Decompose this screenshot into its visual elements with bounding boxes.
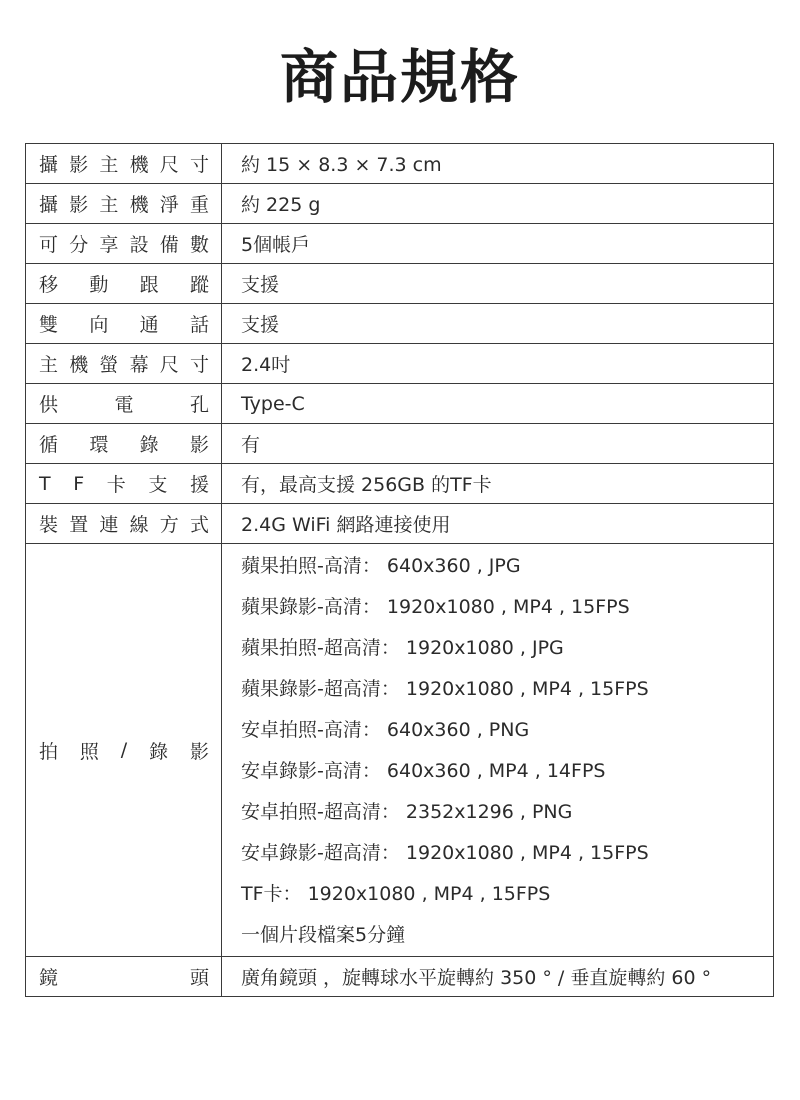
- spec-value: [222, 957, 774, 997]
- spec-value-text: 有，最高支援 256GB 的TF卡: [241, 474, 492, 496]
- spec-row: [26, 957, 774, 997]
- spec-label-char: 設: [129, 234, 149, 256]
- spec-row: [26, 144, 774, 184]
- spec-label-char: 支: [148, 474, 168, 496]
- spec-label-char: 雙: [39, 314, 59, 336]
- spec-row: [26, 504, 774, 544]
- spec-label-char: 電: [114, 394, 134, 416]
- spec-value: [222, 384, 774, 424]
- spec-label-char: 機: [69, 354, 89, 376]
- spec-value-text: Type-C: [241, 392, 305, 415]
- spec-value: [222, 464, 774, 504]
- spec-label-char: 錄: [139, 434, 159, 456]
- spec-value-text: 2.4G WiFi 網路連接使用: [241, 514, 451, 536]
- spec-table-body: [26, 144, 774, 997]
- spec-label-char: 可: [39, 234, 59, 256]
- spec-label-char: 孔: [189, 394, 209, 416]
- spec-label-char: 方: [159, 514, 179, 536]
- spec-row: [26, 224, 774, 264]
- spec-value-line: 安卓錄影-超高清： 1920x1080 , MP4 , 15FPS: [241, 842, 649, 864]
- spec-label-char: 頭: [189, 967, 209, 989]
- spec-label-char: 機: [129, 154, 149, 176]
- spec-label-char: 向: [89, 314, 109, 336]
- spec-value-line: 蘋果錄影-超高清： 1920x1080 , MP4 , 15FPS: [241, 678, 649, 700]
- spec-label-char: 分: [69, 234, 89, 256]
- spec-row: [26, 264, 774, 304]
- spec-label: [26, 504, 222, 544]
- spec-label-char: 卡: [106, 474, 126, 496]
- spec-label-char: 備: [159, 234, 179, 256]
- spec-label-char: T: [39, 472, 51, 495]
- spec-label-char: 鏡: [39, 967, 59, 989]
- spec-label-char: 影: [69, 154, 89, 176]
- spec-label-char: 攝: [39, 194, 59, 216]
- spec-row: [26, 344, 774, 384]
- spec-label-char: 重: [189, 194, 209, 216]
- spec-value-line: 蘋果錄影-高清： 1920x1080 , MP4 , 15FPS: [241, 596, 630, 618]
- spec-row: [26, 544, 774, 957]
- spec-value-line: 安卓拍照-高清： 640x360 , PNG: [241, 719, 530, 741]
- spec-value-text: 2.4吋: [241, 354, 291, 376]
- spec-value-text: 5個帳戶: [241, 234, 311, 256]
- spec-label-char: 數: [189, 234, 209, 256]
- spec-label-char: 循: [39, 434, 59, 456]
- spec-value: [222, 504, 774, 544]
- spec-value-text: 廣角鏡頭 ，旋轉球水平旋轉約 350 ° / 垂直旋轉約 60 °: [241, 967, 712, 989]
- spec-label-char: 跟: [139, 274, 159, 296]
- spec-label-char: 式: [189, 514, 209, 536]
- spec-label: [26, 424, 222, 464]
- spec-value: [222, 544, 774, 957]
- spec-value: [222, 264, 774, 304]
- spec-row: [26, 464, 774, 504]
- spec-label: [26, 464, 222, 504]
- spec-label-char: 主: [39, 354, 59, 376]
- spec-label-char: 話: [189, 314, 209, 336]
- spec-label-char: 影: [189, 740, 209, 763]
- spec-label: [26, 224, 222, 264]
- spec-label-char: 寸: [189, 354, 209, 376]
- spec-value: [222, 304, 774, 344]
- spec-row: [26, 184, 774, 224]
- spec-label-char: 錄: [149, 740, 169, 763]
- spec-label-char: 移: [39, 274, 59, 296]
- spec-label-char: 享: [99, 234, 119, 256]
- spec-value-text: 支援: [241, 314, 280, 336]
- spec-label-char: /: [120, 739, 128, 761]
- spec-value: [222, 224, 774, 264]
- spec-label-char: 主: [99, 154, 119, 176]
- spec-label: [26, 544, 222, 957]
- spec-label: [26, 304, 222, 344]
- spec-value-text: 約 225 g: [241, 194, 321, 216]
- spec-label: [26, 384, 222, 424]
- spec-label: [26, 957, 222, 997]
- spec-label: [26, 144, 222, 184]
- spec-value-text: 約 15 × 8.3 × 7.3 cm: [241, 154, 442, 176]
- spec-label-char: 螢: [99, 354, 119, 376]
- spec-value: [222, 184, 774, 224]
- spec-label-char: 供: [39, 394, 59, 416]
- spec-label-char: 置: [69, 514, 89, 536]
- spec-value-line: TF卡： 1920x1080 , MP4 , 15FPS: [241, 883, 551, 905]
- spec-value-line: 蘋果拍照-超高清： 1920x1080 , JPG: [241, 637, 564, 659]
- spec-label-char: 動: [89, 274, 109, 296]
- spec-table: [25, 143, 774, 997]
- spec-label-char: 機: [129, 194, 149, 216]
- spec-label-char: 援: [189, 474, 209, 496]
- spec-label-char: 尺: [159, 154, 179, 176]
- spec-label-char: F: [73, 472, 85, 495]
- spec-row: [26, 424, 774, 464]
- spec-label: [26, 344, 222, 384]
- spec-label-char: 主: [99, 194, 119, 216]
- spec-value: [222, 344, 774, 384]
- spec-row: [26, 304, 774, 344]
- spec-value-line: 一個片段檔案5分鐘: [241, 924, 406, 946]
- spec-label-char: 淨: [159, 194, 179, 216]
- spec-label-char: 連: [99, 514, 119, 536]
- spec-label: [26, 184, 222, 224]
- spec-value-line: 蘋果拍照-高清： 640x360 , JPG: [241, 555, 521, 577]
- spec-label-char: 蹤: [189, 274, 209, 296]
- spec-label-char: 影: [69, 194, 89, 216]
- spec-label: [26, 264, 222, 304]
- spec-label-char: 裝: [39, 514, 59, 536]
- spec-value-line: 安卓拍照-超高清： 2352x1296 , PNG: [241, 801, 573, 823]
- spec-label-char: 環: [89, 434, 109, 456]
- spec-row: [26, 384, 774, 424]
- spec-label-char: 攝: [39, 154, 59, 176]
- spec-label-char: 尺: [159, 354, 179, 376]
- spec-label-char: 拍: [39, 740, 59, 763]
- spec-value: [222, 144, 774, 184]
- spec-label-char: 影: [189, 434, 209, 456]
- page-title: 商品規格: [279, 43, 520, 111]
- spec-value-text: 有: [241, 434, 261, 456]
- spec-value-line: 安卓錄影-高清： 640x360 , MP4 , 14FPS: [241, 760, 606, 782]
- spec-label-char: 幕: [129, 354, 149, 376]
- spec-value: [222, 424, 774, 464]
- spec-label-char: 照: [79, 740, 99, 763]
- spec-value-text: 支援: [241, 274, 280, 296]
- spec-label-char: 寸: [189, 154, 209, 176]
- spec-label-char: 通: [139, 314, 159, 336]
- spec-label-char: 線: [129, 514, 149, 536]
